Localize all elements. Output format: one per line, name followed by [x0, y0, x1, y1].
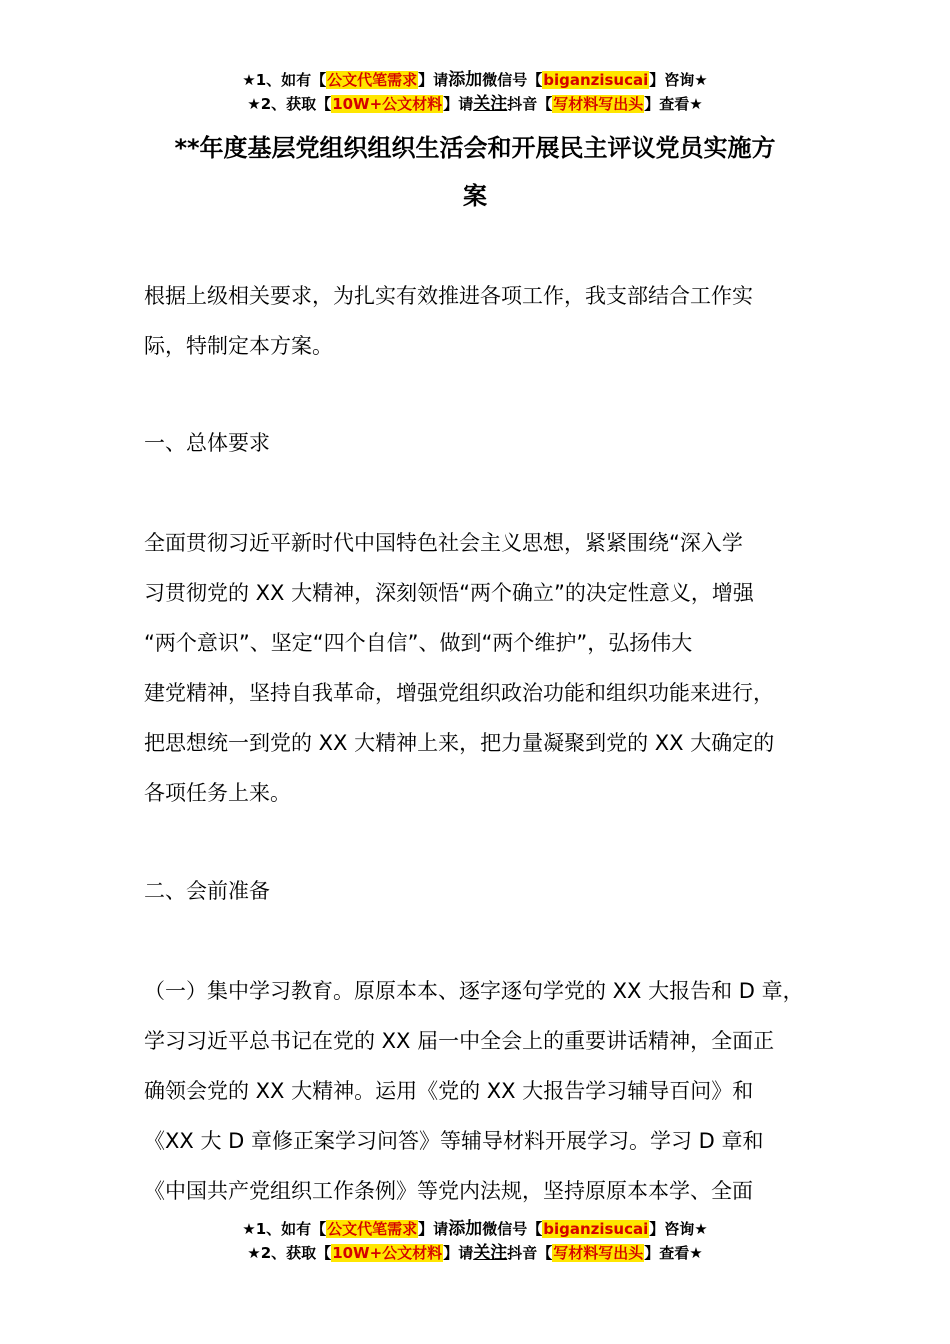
banner-line-1	[0, 1217, 950, 1241]
banner-text: ★2、获取【	[247, 1244, 332, 1262]
paragraph-line: 际，特制定本方案。	[144, 334, 333, 358]
banner-highlight: 10W+公文材料	[332, 1244, 443, 1262]
banner-text: ★2、获取【	[247, 95, 332, 113]
banner-text: 】请	[443, 95, 474, 113]
top-banner	[0, 68, 950, 116]
paragraph-line: 把思想统一到党的 XX 大精神上来，把力量凝聚到党的 XX 大确定的	[144, 731, 775, 755]
paragraph-line: 确领会党的 XX 大精神。运用《党的 XX 大报告学习辅导百问》和	[144, 1079, 754, 1103]
banner-text: 抖音【	[507, 95, 553, 113]
paragraph-line: 《中国共产党组织工作条例》等党内法规，坚持原原本本学、全面	[144, 1179, 753, 1203]
banner-line-2	[0, 92, 950, 116]
title-line: **年度基层党组织组织生活会和开展民主评议党员实施方	[174, 134, 776, 162]
banner-line-1	[0, 68, 950, 92]
section-1-paragraph	[144, 518, 834, 818]
bottom-banner	[0, 1217, 950, 1265]
paragraph-line: 《XX 大 D 章修正案学习问答》等辅导材料开展学习。学习 D 章和	[144, 1129, 764, 1153]
paragraph-line: 全面贯彻习近平新时代中国特色社会主义思想，紧紧围绕“深入学	[144, 531, 743, 555]
paragraph-line: 根据上级相关要求，为扎实有效推进各项工作，我支部结合工作实	[144, 284, 753, 308]
banner-emphasis: 关注	[473, 94, 508, 114]
section-heading-1	[144, 418, 834, 468]
banner-text: 】咨询★	[649, 71, 708, 89]
paragraph-line: 各项任务上来。	[144, 781, 291, 805]
banner-emphasis: 关注	[473, 1243, 508, 1263]
paragraph-line: （一）集中学习教育。原原本本、逐字逐句学党的 XX 大报告和 D 章，	[144, 979, 804, 1003]
document-title	[130, 124, 820, 220]
banner-emphasis: 添加	[448, 70, 483, 90]
banner-text: ★1、如有【	[242, 1220, 327, 1238]
section-heading-2	[144, 866, 834, 916]
banner-highlight: 10W+公文材料	[332, 95, 443, 113]
banner-text: 抖音【	[507, 1244, 553, 1262]
banner-highlight: 公文代笔需求	[327, 71, 418, 89]
banner-wechat-id: biganzisucai	[543, 71, 649, 89]
banner-emphasis: 添加	[448, 1219, 483, 1239]
banner-text: 】咨询★	[649, 1220, 708, 1238]
paragraph-line: 学习习近平总书记在党的 XX 届一中全会上的重要讲话精神，全面正	[144, 1029, 775, 1053]
heading-text: 二、会前准备	[144, 879, 270, 903]
intro-paragraph	[144, 271, 834, 371]
banner-text: 微信号【	[482, 71, 543, 89]
banner-text: ★1、如有【	[242, 71, 327, 89]
banner-text: 】请	[443, 1244, 474, 1262]
heading-text: 一、总体要求	[144, 431, 270, 455]
title-line: 案	[463, 182, 487, 210]
section-2-paragraph	[144, 966, 834, 1216]
banner-text: 】请	[418, 71, 449, 89]
banner-highlight: 公文代笔需求	[327, 1220, 418, 1238]
banner-text: 】查看★	[644, 1244, 703, 1262]
paragraph-line: “两个意识”、坚定“四个自信”、做到“两个维护”，弘扬伟大	[144, 631, 693, 655]
banner-douyin-id: 写材料写出头	[553, 1244, 644, 1262]
banner-douyin-id: 写材料写出头	[553, 95, 644, 113]
paragraph-line: 建党精神，坚持自我革命，增强党组织政治功能和组织功能来进行，	[144, 681, 774, 705]
banner-wechat-id: biganzisucai	[543, 1220, 649, 1238]
banner-text: 】请	[418, 1220, 449, 1238]
banner-text: 】查看★	[644, 95, 703, 113]
banner-line-2	[0, 1241, 950, 1265]
paragraph-line: 习贯彻党的 XX 大精神，深刻领悟“两个确立”的决定性意义，增强	[144, 581, 754, 605]
banner-text: 微信号【	[482, 1220, 543, 1238]
